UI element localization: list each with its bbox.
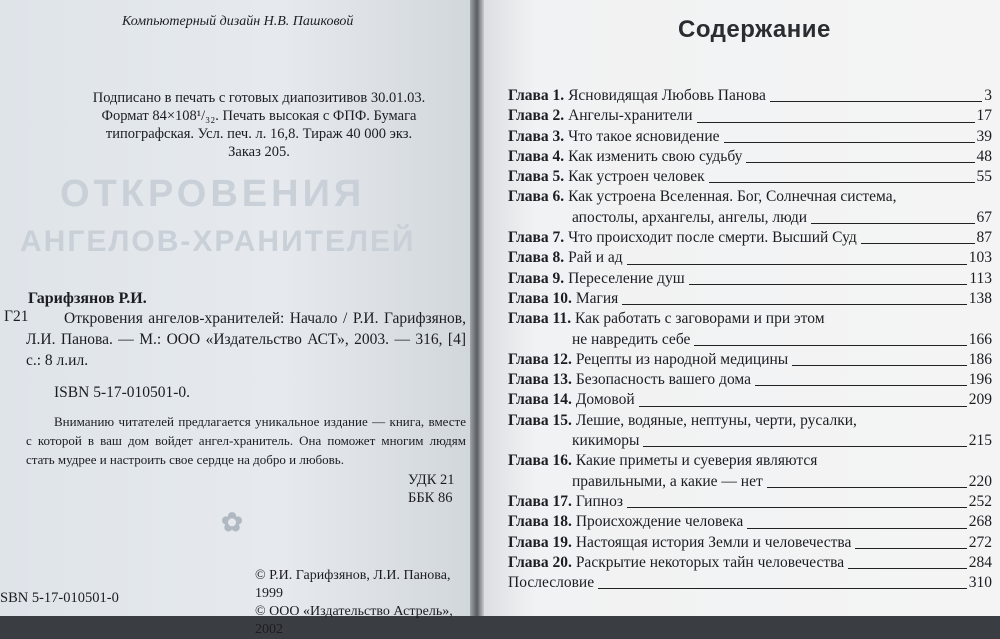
page-number: 310 xyxy=(968,574,992,592)
toc-line xyxy=(508,187,992,207)
chapter-title: Происхождение человека xyxy=(575,513,744,531)
chapter-title: апостолы, архангелы, ангелы, люди xyxy=(572,208,808,226)
leader-line xyxy=(697,122,975,123)
toc-line xyxy=(508,208,992,228)
chapter-title: Гипноз xyxy=(575,492,623,510)
leader-line xyxy=(598,588,967,589)
page-number: 209 xyxy=(968,391,992,409)
toc-line xyxy=(508,431,992,451)
toc-entry-text xyxy=(508,411,857,431)
toc-line xyxy=(508,533,992,553)
toc-entry-text xyxy=(508,451,817,471)
author: Гарифзянов Р.И. xyxy=(28,290,147,307)
chapter-title: Ангелы-хранители xyxy=(568,107,693,125)
toc-line xyxy=(508,370,992,390)
chapter-label: Глава 14. xyxy=(508,391,572,409)
toc-entry-text xyxy=(508,309,825,329)
leader-line xyxy=(724,142,975,143)
toc-title: Содержание xyxy=(678,16,831,43)
toc-entry-text xyxy=(508,167,705,187)
chapter-label: Глава 12. xyxy=(508,350,572,368)
toc-line xyxy=(508,228,992,248)
page-number: 113 xyxy=(969,269,992,287)
toc-entry-text xyxy=(508,269,685,289)
toc-entry-text xyxy=(508,492,623,512)
toc-entry-text xyxy=(508,289,618,309)
chapter-label: Глава 18. xyxy=(508,513,572,531)
toc-entry xyxy=(508,248,992,268)
chapter-label: Глава 16. xyxy=(508,452,572,470)
imprint xyxy=(84,89,434,161)
toc-entry xyxy=(508,370,992,390)
chapter-label: Глава 2. xyxy=(508,107,565,125)
leader-line xyxy=(639,406,967,407)
toc-entry xyxy=(508,187,992,228)
toc-entry-text xyxy=(572,472,763,492)
chapter-label: Глава 7. xyxy=(508,229,565,247)
chapter-label: Глава 19. xyxy=(508,533,572,551)
toc-entry xyxy=(508,147,992,167)
leader-line xyxy=(792,365,967,366)
chapter-title: кикиморы xyxy=(572,432,640,450)
toc-entry xyxy=(508,573,992,593)
leader-line xyxy=(747,528,966,529)
leader-line xyxy=(755,385,967,386)
imprint-line: Подписано в печать с готовых диапозитивов 30.01.03. xyxy=(92,90,426,106)
toc-entry xyxy=(508,533,992,553)
toc-entry-text xyxy=(508,390,635,410)
chapter-title: Какие приметы и суеверия являются xyxy=(575,452,818,470)
toc-line xyxy=(508,492,992,512)
toc-entry-text xyxy=(508,147,742,167)
toc-entry-text xyxy=(508,127,720,147)
toc-entry-text xyxy=(572,330,690,350)
chapter-title: Как работать с заговорами и при этом xyxy=(574,310,825,328)
toc-entry-text xyxy=(508,553,844,573)
toc-entry xyxy=(508,86,992,106)
chapter-title: Лешие, водяные, нептуны, черти, русалки, xyxy=(575,411,857,429)
toc-line xyxy=(508,127,992,147)
toc-entry xyxy=(508,167,992,187)
toc-entry xyxy=(508,228,992,248)
chapter-label: Глава 20. xyxy=(508,553,572,571)
classification xyxy=(408,471,455,507)
leader-line xyxy=(622,304,966,305)
toc-line xyxy=(508,573,992,593)
page-number: 39 xyxy=(976,127,992,145)
leader-line xyxy=(643,446,966,447)
annotation: Вниманию читателей предлагается уникальное издание — книга, вместе с которой в ваш дом войдет ангел-хранитель. Она поможет многим людям стать мудрее и настроить свое сердце на добро и любовь. xyxy=(26,414,466,467)
toc-entry xyxy=(508,411,992,452)
copyright xyxy=(255,567,470,639)
page-number: 284 xyxy=(968,553,992,571)
page-number: 215 xyxy=(968,432,992,450)
imprint-line: Заказ 205. xyxy=(228,144,290,160)
toc-entry-text xyxy=(508,512,743,532)
table-of-contents xyxy=(508,86,992,593)
book-gutter xyxy=(470,0,484,616)
chapter-title: Как устроен человек xyxy=(568,168,705,186)
leader-line xyxy=(770,101,982,102)
chapter-label: Глава 3. xyxy=(508,127,565,145)
chapter-title: Ясновидящая Любовь Панова xyxy=(568,87,766,104)
left-page xyxy=(0,0,470,637)
toc-entry-text xyxy=(508,248,623,268)
leader-line xyxy=(709,182,975,183)
toc-line xyxy=(508,451,992,471)
toc-entry xyxy=(508,492,992,512)
toc-entry-text xyxy=(508,370,751,390)
chapter-label: Глава 11. xyxy=(508,310,572,328)
page-number: 17 xyxy=(976,107,992,125)
leader-line xyxy=(689,284,968,285)
chapter-label: Глава 15. xyxy=(508,411,572,429)
toc-entry xyxy=(508,106,992,126)
chapter-title: Безопасность вашего дома xyxy=(575,371,751,389)
chapter-label: Глава 1. xyxy=(508,87,565,104)
page-number: 48 xyxy=(976,147,992,165)
chapter-title: Как устроена Вселенная. Бог, Солнечная система, xyxy=(568,188,897,206)
toc-line xyxy=(508,147,992,167)
imprint-line: типографская. Усл. печ. л. 16,8. Тираж 40 000 экз. xyxy=(105,126,413,142)
toc-entry xyxy=(508,127,992,147)
chapter-title: Послесловие xyxy=(508,574,595,592)
show-through-subtitle: АНГЕЛОВ-ХРАНИТЕЛЕЙ xyxy=(20,225,416,258)
page-number: 268 xyxy=(968,513,992,531)
page-number: 166 xyxy=(968,330,992,348)
leader-line xyxy=(746,162,974,163)
page-number: 3 xyxy=(984,87,992,104)
page-number: 55 xyxy=(976,168,992,186)
page-number: 220 xyxy=(968,472,992,490)
imprint-line: Формат 84×108¹/₃₂. Печать высокая с ФПФ. Бумага xyxy=(101,108,417,124)
toc-line xyxy=(508,289,992,309)
publisher-logo-icon: ✿ xyxy=(221,508,243,537)
toc-entry xyxy=(508,390,992,410)
chapter-title: Настоящая история Земли и человечества xyxy=(575,533,852,551)
chapter-title: правильными, а какие — нет xyxy=(572,472,763,490)
toc-entry-text xyxy=(572,431,639,451)
design-credit: Компьютерный дизайн Н.В. Пашковой xyxy=(122,14,354,29)
chapter-title: Что происходит после смерти. Высший Суд xyxy=(568,229,857,247)
chapter-label: Глава 8. xyxy=(508,249,565,267)
toc-entry xyxy=(508,309,992,350)
page-number: 252 xyxy=(968,492,992,510)
toc-line xyxy=(508,106,992,126)
toc-line xyxy=(508,512,992,532)
chapter-title: Рай и ад xyxy=(568,249,623,267)
page-number: 67 xyxy=(976,208,992,226)
leader-line xyxy=(627,507,967,508)
toc-line xyxy=(508,330,992,350)
toc-entry-text xyxy=(508,533,851,553)
chapter-label: Глава 17. xyxy=(508,492,572,510)
toc-entry-text xyxy=(508,106,693,126)
leader-line xyxy=(861,243,975,244)
toc-entry-text xyxy=(508,573,594,593)
page-number: 186 xyxy=(968,350,992,368)
toc-entry xyxy=(508,553,992,573)
chapter-title: Что такое ясновидение xyxy=(568,127,720,145)
chapter-label: Глава 13. xyxy=(508,371,572,389)
page-number: 272 xyxy=(968,533,992,551)
leader-line xyxy=(811,223,974,224)
page-number: 138 xyxy=(968,289,992,307)
toc-line xyxy=(508,86,992,106)
toc-line xyxy=(508,350,992,370)
show-through-title: ОТКРОВЕНИЯ xyxy=(60,173,366,215)
toc-entry xyxy=(508,451,992,492)
toc-entry xyxy=(508,350,992,370)
chapter-label: Глава 10. xyxy=(508,289,572,307)
isbn: ISBN 5-17-010501-0. xyxy=(54,384,191,401)
leader-line xyxy=(767,487,967,488)
toc-line xyxy=(508,309,992,329)
toc-entry xyxy=(508,269,992,289)
bbk: ББК 86 xyxy=(408,490,453,506)
toc-entry-text xyxy=(508,350,788,370)
chapter-label: Глава 9. xyxy=(508,269,565,287)
toc-entry-text xyxy=(508,228,857,248)
toc-line xyxy=(508,269,992,289)
chapter-title: Магия xyxy=(575,289,619,307)
copyright-line: © ООО «Издательство Астрель», 2002 xyxy=(255,604,453,637)
leader-line xyxy=(855,548,966,549)
chapter-label: Глава 5. xyxy=(508,168,565,186)
chapter-title: Рецепты из народной медицины xyxy=(575,350,789,368)
chapter-label: Глава 6. xyxy=(508,188,565,206)
leader-line xyxy=(848,568,967,569)
toc-line xyxy=(508,248,992,268)
bibliographic-record: Откровения ангелов-хранителей: Начало / Р.И. Гарифзянов, Л.И. Панова. — М.: ООО «Издательство АСТ», 2003. — 316, [4] с.: 8 л.ил. xyxy=(26,310,466,369)
catalog-code: Г21 xyxy=(4,308,29,325)
copyright-line: © Р.И. Гарифзянов, Л.И. Панова, 1999 xyxy=(255,568,451,601)
chapter-title: не навредить себе xyxy=(572,330,691,348)
toc-line xyxy=(508,390,992,410)
isbn-bottom: SBN 5-17-010501-0 xyxy=(0,590,119,606)
page-number: 196 xyxy=(968,371,992,389)
toc-line xyxy=(508,167,992,187)
leader-line xyxy=(627,264,967,265)
chapter-title: Раскрытие некоторых тайн человечества xyxy=(575,553,845,571)
toc-line xyxy=(508,472,992,492)
toc-entry-text xyxy=(572,208,807,228)
toc-line xyxy=(508,411,992,431)
toc-entry-text xyxy=(508,187,897,207)
chapter-title: Переселение душ xyxy=(568,269,685,287)
chapter-title: Домовой xyxy=(575,391,635,409)
page-number: 87 xyxy=(976,229,992,247)
chapter-label: Глава 4. xyxy=(508,147,565,165)
leader-line xyxy=(694,345,966,346)
toc-entry xyxy=(508,289,992,309)
udk: УДК 21 xyxy=(408,472,455,488)
toc-entry-text xyxy=(508,86,766,106)
toc-entry xyxy=(508,512,992,532)
chapter-title: Как изменить свою судьбу xyxy=(568,147,743,165)
page-number: 103 xyxy=(968,249,992,267)
toc-line xyxy=(508,553,992,573)
